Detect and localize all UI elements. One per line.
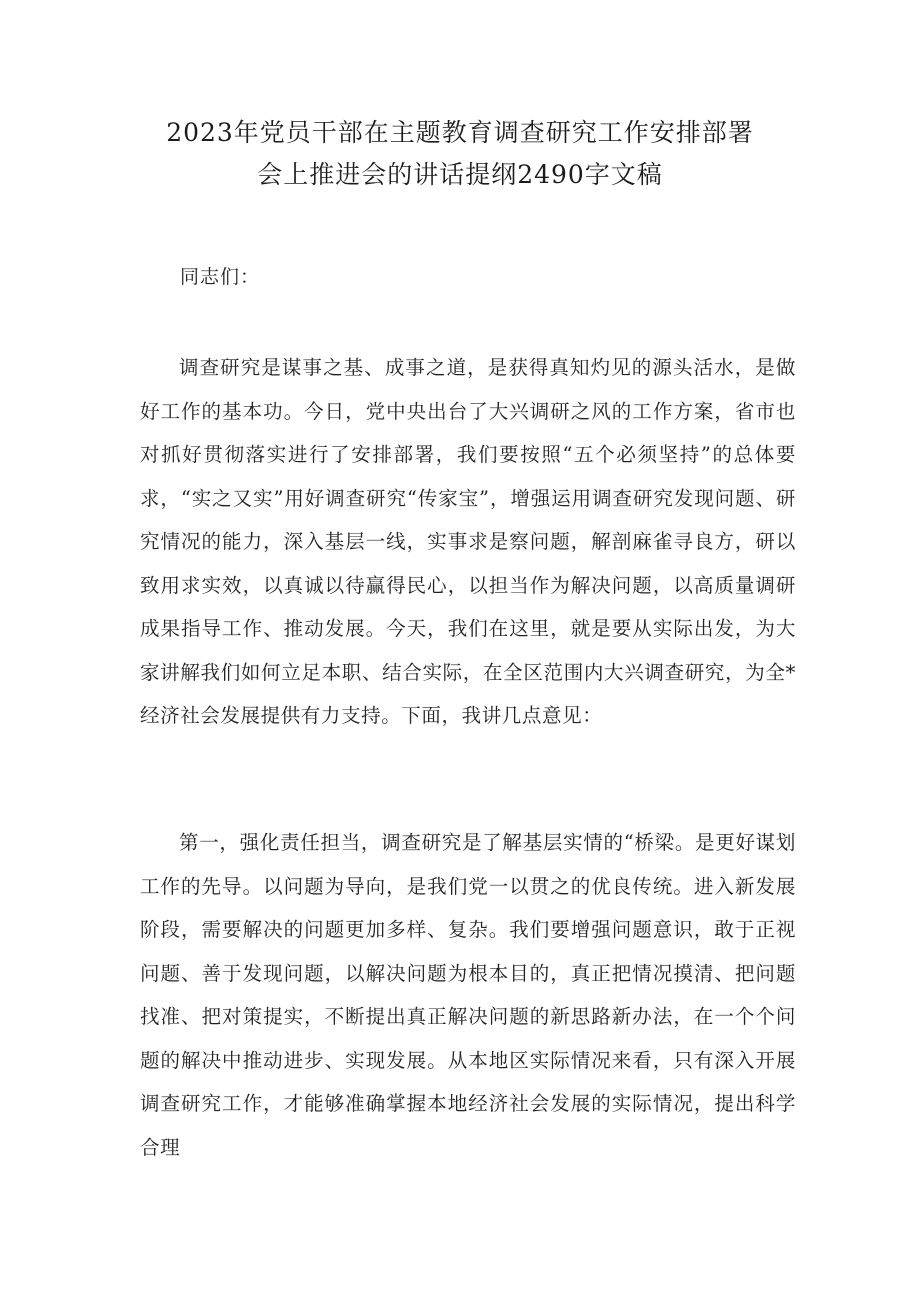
body-paragraph-2: 第一，强化责任担当，调查研究是了解基层实情的“桥梁。是更好谋划工作的先导。以问题为导向，是我们党一以贯之的优良传统。进入新发展阶段，需要解决的问题更加多样、复杂。我们要增强问题意识，敢于正视问题、善于发现问题，以解决问题为根本目的，真正把情况摸清、把问题找准、把对策提实，不断提出真正解决问题的新思路新办法，在一个个问题的解决中推动进步、实现发展。从本地区实际情况来看，只有深入开展调查研究工作，才能够准确掌握本地经济社会发展的实际情况，提出科学合理 <box>140 831 796 1159</box>
salutation: 同志们： <box>180 266 261 288</box>
title-line-2: 会上推进会的讲话提纲2490字文稿 <box>257 160 663 189</box>
body-paragraph-1: 调查研究是谋事之基、成事之道，是获得真知灼见的源头活水，是做好工作的基本功。今日，党中央出台了大兴调研之风的工作方案，省市也对抓好贯彻落实进行了安排部署，我们要按照“五个必须坚持”的总体要求，“实之又实”用好调查研究“传家宝”，增强运用调查研究发现问题、研究情况的能力，深入基层一线，实事求是察问题，解剖麻雀寻良方，研以致用求实效，以真诚以待赢得民心，以担当作为解决问题，以高质量调研成果指导工作、推动发展。今天，我们在这里，就是要从实际出发，为大家讲解我们如何立足本职、结合实际，在全区范围内大兴调查研究，为全*经济社会发展提供有力支持。下面，我讲几点意见： <box>140 356 796 727</box>
document-title <box>0 112 920 196</box>
title-line-1: 2023年党员干部在主题教育调查研究工作安排部署 <box>166 118 754 147</box>
